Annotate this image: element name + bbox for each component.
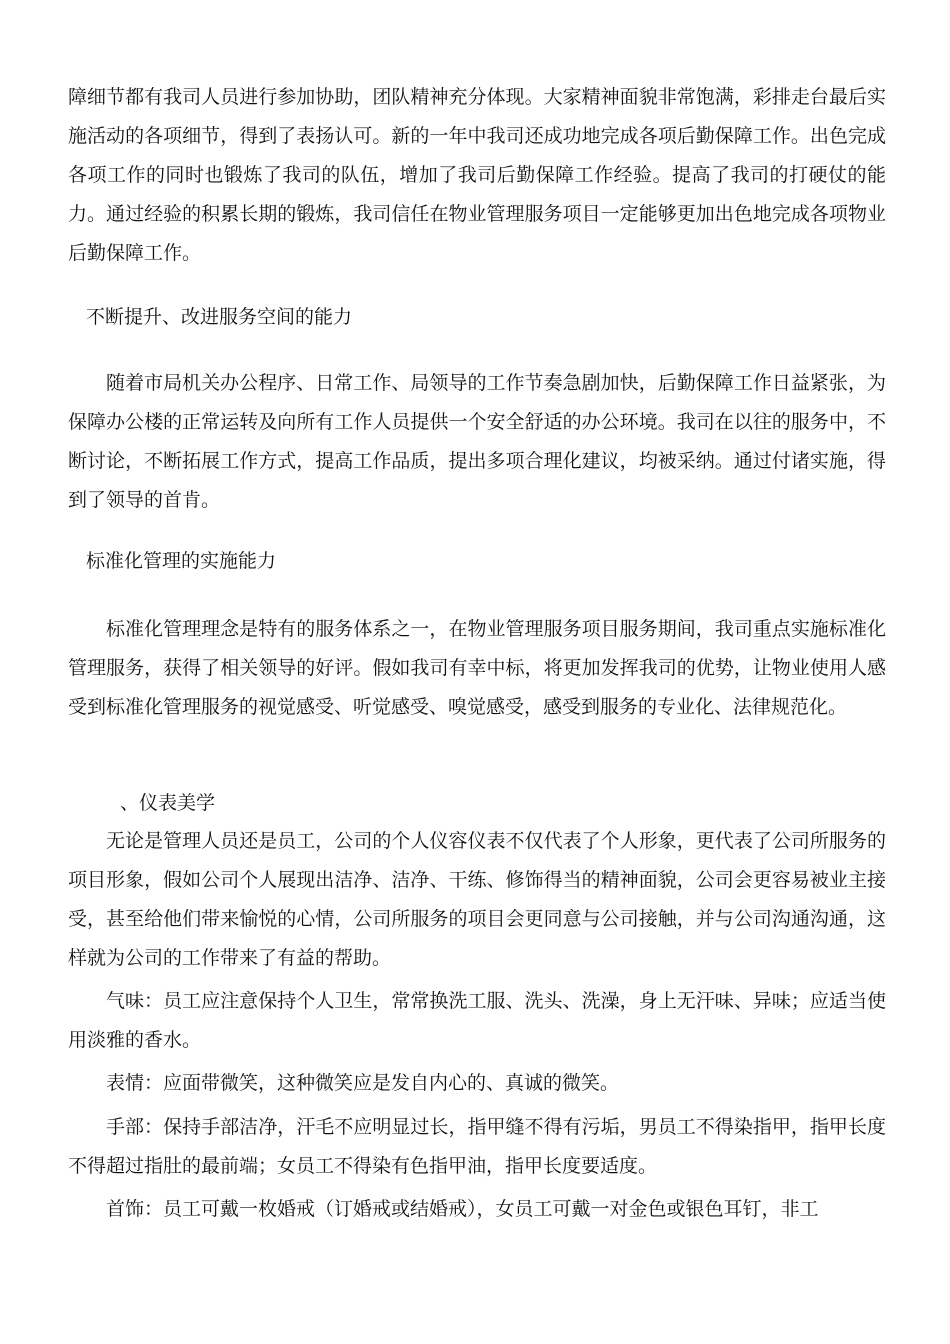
paragraph-service-improvement: 随着市局机关办公程序、日常工作、局领导的工作节奏急剧加快，后勤保障工作日益紧张，为保障办公楼的正常运转及向所有工作人员提供一个安全舒适的办公环境。我司在以往的服务中，不断讨论，不断拓展工作方式，提高工作品质，提出多项合理化建议，均被采纳。通过付诸实施，得到了领导的首肯。 bbox=[68, 372, 886, 511]
paragraph-logistics-summary: 障细节都有我司人员进行参加协助，团队精神充分体现。大家精神面貌非常饱满，彩排走台最后实施活动的各项细节，得到了表扬认可。新的一年中我司还成功地完成各项后勤保障工作。出色完成各项工作的同时也锻炼了我司的队伍，增加了我司后勤保障工作经验。提高了我司的打硬仗的能力。通过经验的积累长期的锻炼，我司信任在物业管理服务项目一定能够更加出色地完成各项物业后勤保障工作。 bbox=[68, 86, 886, 264]
paragraph-expression: 表情：应面带微笑，这种微笑应是发自内心的、真诚的微笑。 bbox=[106, 1072, 620, 1094]
paragraph-hands: 手部：保持手部洁净，汗毛不应明显过长，指甲缝不得有污垢，男员工不得染指甲，指甲长度不得超过指肚的最前端；女员工不得染有色指甲油，指甲长度要适度。 bbox=[68, 1116, 886, 1177]
section-heading-appearance: 、仪表美学 bbox=[120, 792, 216, 814]
paragraph-appearance-intro: 无论是管理人员还是员工，公司的个人仪容仪表不仅代表了个人形象，更代表了公司所服务的项目形象，假如公司个人展现出洁净、洁净、干练、修饰得当的精神面貌，公司会更容易被业主接受，甚至给他们带来愉悦的心情，公司所服务的项目会更同意与公司接触，并与公司沟通沟通，这样就为公司的工作带来了有益的帮助。 bbox=[68, 830, 886, 969]
paragraph-odor: 气味：员工应注意保持个人卫生，常常换洗工服、洗头、洗澡，身上无汗味、异味；应适当使用淡雅的香水。 bbox=[68, 990, 886, 1051]
paragraph-jewelry: 首饰：员工可戴一枚婚戒（订婚戒或结婚戒），女员工可戴一对金色或银色耳钉，非工 bbox=[106, 1198, 819, 1220]
section-heading-standardization: 标准化管理的实施能力 bbox=[86, 550, 277, 572]
paragraph-standardization: 标准化管理理念是特有的服务体系之一，在物业管理服务项目服务期间，我司重点实施标准化管理服务，获得了相关领导的好评。假如我司有幸中标，将更加发挥我司的优势，让物业使用人感受到标准化管理服务的视觉感受、听觉感受、嗅觉感受，感受到服务的专业化、法律规范化。 bbox=[68, 618, 886, 718]
section-heading-service-improvement: 不断提升、改进服务空间的能力 bbox=[86, 306, 353, 328]
